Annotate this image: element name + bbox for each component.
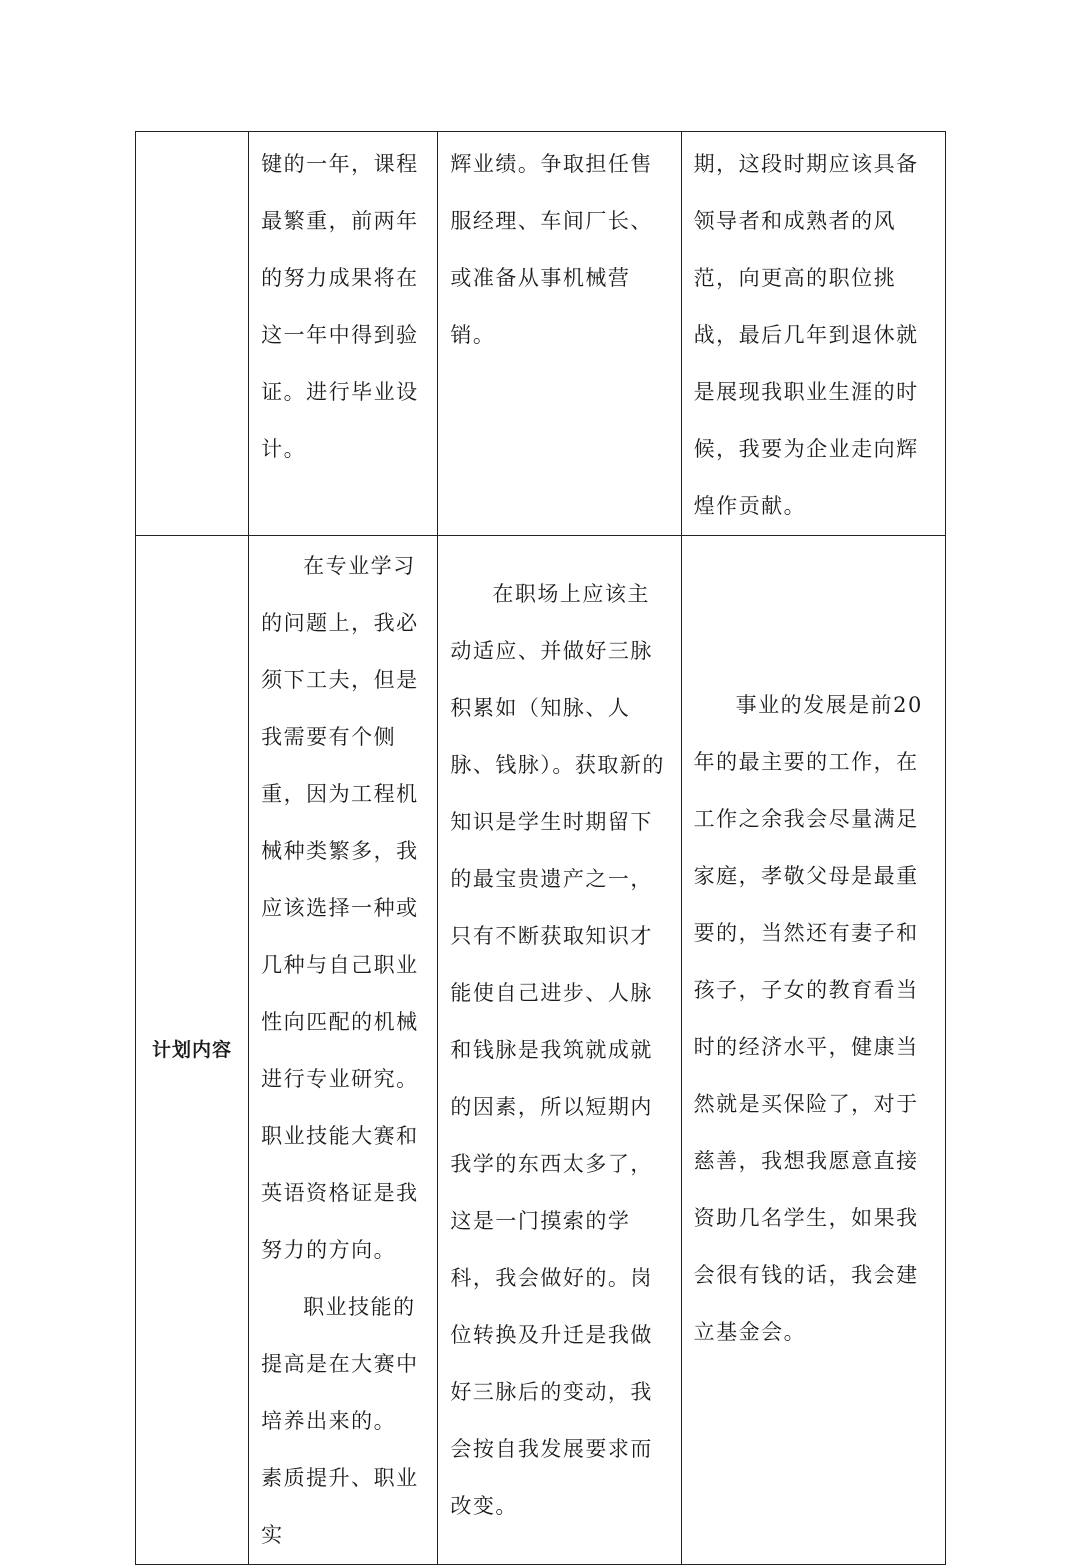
- row1-col-c-cell: [438, 132, 681, 536]
- table-row: [136, 132, 946, 536]
- row1-label-cell: [136, 132, 249, 536]
- plan-content-label: 计划内容: [136, 536, 249, 1565]
- row2-col-c-cell: [438, 536, 681, 1565]
- plan-table: [135, 131, 946, 1565]
- row2-col-d-text: 事业的发展是前20年的最主要的工作，在工作之余我会尽量满足家庭，孝敬父母是最重要的，当然还有妻子和孩子，子女的教育看当时的经济水平，健康当然就是买保险了，对于慈善，我想我愿意直接资助几名学生，如果我会很有钱的话，我会建立基金会。: [693, 693, 923, 1344]
- row2-col-b-cell: [249, 536, 438, 1565]
- row1-col-d-text: 期，这段时期应该具备领导者和成熟者的风范，向更高的职位挑战，最后几年到退休就是展现我职业生涯的时候，我要为企业走向辉煌作贡献。: [693, 152, 919, 518]
- row1-col-d-cell: [681, 132, 945, 536]
- row2-col-b-para3: 素质提升、职业实: [261, 1466, 419, 1547]
- row2-col-b-para1: 在专业学习的问题上，我必须下工夫，但是我需要有个侧重，因为工程机械种类繁多，我应该选择一种或几种与自己职业性向匹配的机械进行专业研究。职业技能大赛和英语资格证是我努力的方向。: [261, 554, 419, 1262]
- row1-col-b-cell: [249, 132, 438, 536]
- row2-col-d-cell: [681, 536, 945, 1565]
- row1-col-c-text: 辉业绩。争取担任售服经理、车间厂长、或准备从事机械营销。: [450, 152, 653, 347]
- row2-col-c-text: 在职场上应该主动适应、并做好三脉积累如（知脉、人脉、钱脉）。获取新的知识是学生时期留下的最宝贵遗产之一，只有不断获取知识才能使自己进步、人脉和钱脉是我筑就成就的因素，所以短期内我学的东西太多了，这是一门摸索的学科，我会做好的。岗位转换及升迁是我做好三脉后的变动，我会按自我发展要求而改变。: [450, 582, 665, 1518]
- table-row: [136, 536, 946, 1565]
- row2-col-b-para2: 职业技能的提高是在大赛中培养出来的。: [261, 1295, 419, 1433]
- row1-col-b-text: 键的一年，课程最繁重，前两年的努力成果将在这一年中得到验证。进行毕业设计。: [261, 152, 419, 461]
